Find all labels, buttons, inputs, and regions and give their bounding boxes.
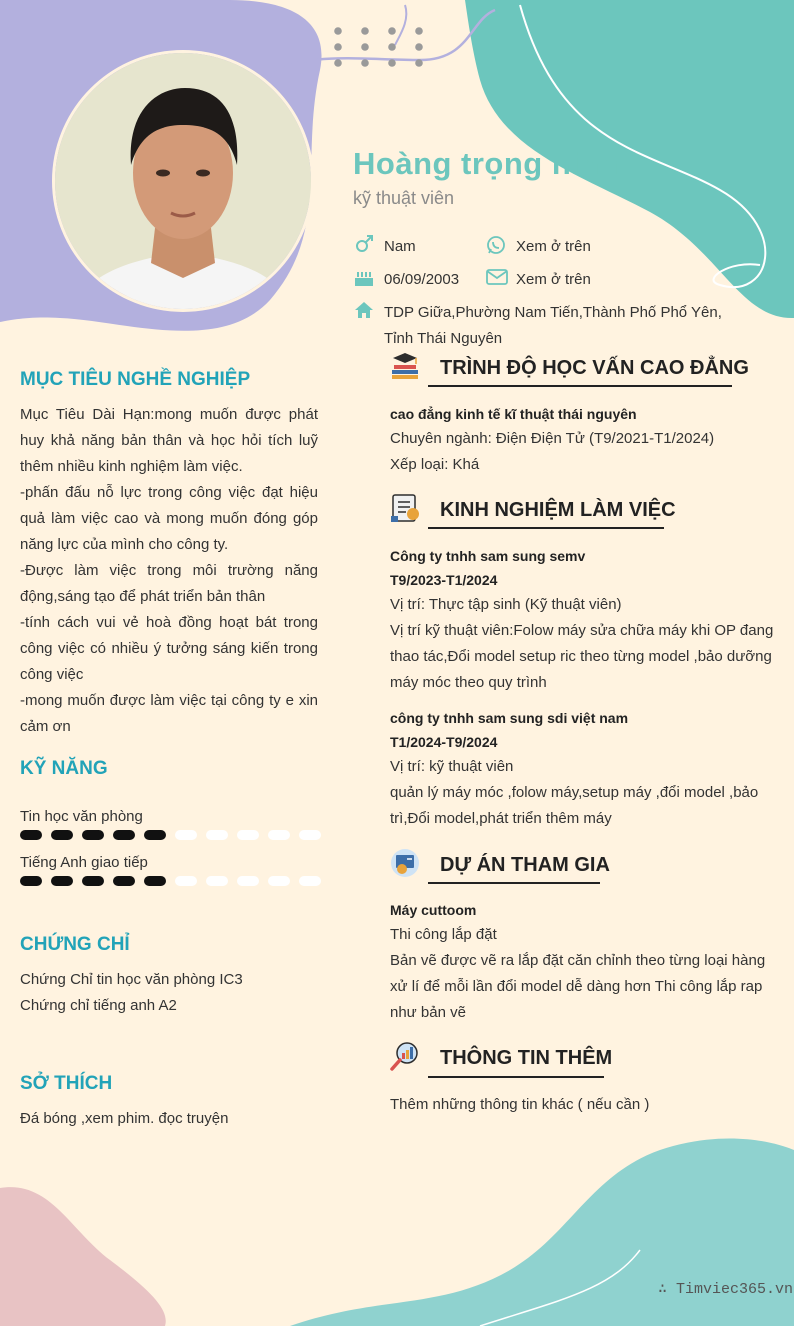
skill-dot-filled	[82, 830, 104, 840]
skill-dot-empty	[299, 876, 321, 886]
job-period: T9/2023-T1/2024	[390, 572, 498, 588]
skill-dot-empty	[237, 876, 259, 886]
skill-dot-empty	[206, 830, 228, 840]
skill-dot-filled	[113, 830, 135, 840]
blob-pink	[0, 1187, 166, 1326]
experience-icon	[389, 492, 421, 524]
birthday-icon	[354, 268, 374, 288]
skill-dot-empty	[175, 876, 197, 886]
profile-photo	[52, 50, 314, 312]
email-icon	[486, 268, 508, 286]
education-heading-underline	[428, 385, 732, 387]
certificates-heading: CHỨNG CHỈ	[20, 934, 130, 955]
project-role: Thi công lắp đặt	[390, 926, 497, 943]
education-grade: Xếp loại: Khá	[390, 456, 480, 473]
additional-heading: THÔNG TIN THÊM	[440, 1047, 613, 1069]
education-major: Chuyên ngành: Điện Điện Tử (T9/2021-T1/2024)	[390, 430, 715, 447]
skill-dot-empty	[206, 876, 228, 886]
skill-level-bar	[20, 830, 320, 840]
birthdate-value: 06/09/2003	[384, 271, 460, 288]
footer-brand: ∴ Timviec365.vn	[658, 1281, 794, 1298]
job-position: Vị trí: Thực tập sinh (Kỹ thuật viên)	[390, 596, 622, 613]
school-name: cao đẳng kinh tế kĩ thuật thái nguyên	[390, 406, 637, 422]
skill-dot-filled	[51, 830, 73, 840]
address-line-2: Tỉnh Thái Nguyên	[384, 330, 503, 347]
graduation-icon	[389, 350, 421, 382]
skill-dot-filled	[20, 876, 42, 886]
experience-job-2	[390, 706, 775, 832]
experience-heading: KINH NGHIỆM LÀM VIỆC	[440, 499, 676, 521]
candidate-title: kỹ thuật viên	[353, 188, 455, 208]
hobbies-text	[20, 1106, 318, 1132]
skill-name: Tin học văn phòng	[20, 808, 143, 825]
additional-heading-underline	[428, 1076, 604, 1078]
skill-level-bar	[20, 876, 320, 886]
certificate-item: Chứng Chỉ tin học văn phòng IC3	[20, 971, 243, 988]
info-icon	[389, 1040, 421, 1072]
objective-paragraph: -mong muốn được làm việc tại công ty e xin cảm ơn	[20, 692, 318, 735]
projects-heading-underline	[428, 882, 600, 884]
wave-line-small	[395, 5, 406, 45]
objective-paragraph: -phấn đấu nỗ lực trong công việc đạt hiệu quả làm việc cao và mong muốn đóng góp năng lực của mình cho công ty.	[20, 484, 318, 553]
skill-dot-filled	[51, 876, 73, 886]
objective-paragraph: -tính cách vui vẻ hoà đồng hoạt bát trong công việc có nhiều ý tưởng sáng kiến trong công việc	[20, 614, 318, 683]
job-description: quản lý máy móc ,folow máy,setup máy ,đổi model ,bảo trì,Đổi model,phát triển thêm máy	[390, 784, 759, 827]
gender-icon	[354, 235, 374, 255]
project-name: Máy cuttoom	[390, 902, 477, 918]
education-heading: TRÌNH ĐỘ HỌC VẤN CAO ĐẲNG	[440, 357, 749, 379]
hobbies-heading: SỞ THÍCH	[20, 1073, 113, 1094]
education-content	[390, 402, 775, 478]
certificate-item: Chứng chỉ tiếng anh A2	[20, 997, 177, 1014]
job-period: T1/2024-T9/2024	[390, 734, 498, 750]
skill-dot-empty	[268, 876, 290, 886]
certificates-list	[20, 967, 318, 1019]
skill-dot-filled	[144, 876, 166, 886]
address-line-1: TDP Giữa,Phường Nam Tiến,Thành Phố Phổ Yên,	[384, 304, 722, 321]
objective-text	[20, 402, 318, 740]
skill-dot-filled	[82, 876, 104, 886]
objective-paragraph: -Được làm việc trong môi trường năng động,sáng tạo để phát triển bản thân	[20, 562, 318, 605]
skill-name: Tiếng Anh giao tiếp	[20, 854, 148, 871]
skill-dot-filled	[113, 876, 135, 886]
job-position: Vị trí: kỹ thuật viên	[390, 758, 514, 775]
objective-paragraph: Mục Tiêu Dài Hạn:mong muốn được phát huy khả năng bản thân và học hỏi tích luỹ thêm nhiều kinh nghiệm làm việc.	[20, 406, 318, 475]
skill-dot-filled	[20, 830, 42, 840]
skill-dot-empty	[299, 830, 321, 840]
additional-text: Thêm những thông tin khác ( nếu cần )	[390, 1096, 650, 1113]
experience-job-1	[390, 544, 775, 696]
gender-value: Nam	[384, 238, 416, 255]
phone-icon	[486, 235, 506, 255]
skill-dot-filled	[144, 830, 166, 840]
skill-dot-empty	[175, 830, 197, 840]
candidate-name: Hoàng trọng ninh	[353, 146, 620, 181]
project-content	[390, 898, 775, 1026]
company-name: Công ty tnhh sam sung semv	[390, 548, 586, 564]
skill-dot-empty	[237, 830, 259, 840]
skill-dot-empty	[268, 830, 290, 840]
home-icon	[354, 301, 374, 319]
additional-content	[390, 1092, 775, 1118]
project-description: Bản vẽ được vẽ ra lắp đặt căn chỉnh theo từng loại hàng xử lí để mỗi lần đổi model dễ dàng hơn Thi công lắp rap như bản vẽ	[390, 952, 766, 1021]
objective-heading: MỤC TIÊU NGHỀ NGHIỆP	[20, 369, 251, 390]
experience-heading-underline	[428, 527, 664, 529]
phone-value: Xem ở trên	[516, 238, 591, 255]
projects-heading: DỰ ÁN THAM GIA	[440, 854, 610, 876]
email-value: Xem ở trên	[516, 271, 591, 288]
skills-heading: KỸ NĂNG	[20, 758, 108, 779]
hobbies-value: Đá bóng ,xem phim. đọc truyện	[20, 1110, 229, 1127]
job-description: Vị trí kỹ thuật viên:Folow máy sửa chữa máy khi OP đang thao tác,Đổi model setup ric theo từng model ,bảo dưỡng máy móc theo quy trình	[390, 622, 774, 691]
company-name: công ty tnhh sam sung sdi việt nam	[390, 710, 629, 726]
project-icon	[389, 847, 421, 879]
